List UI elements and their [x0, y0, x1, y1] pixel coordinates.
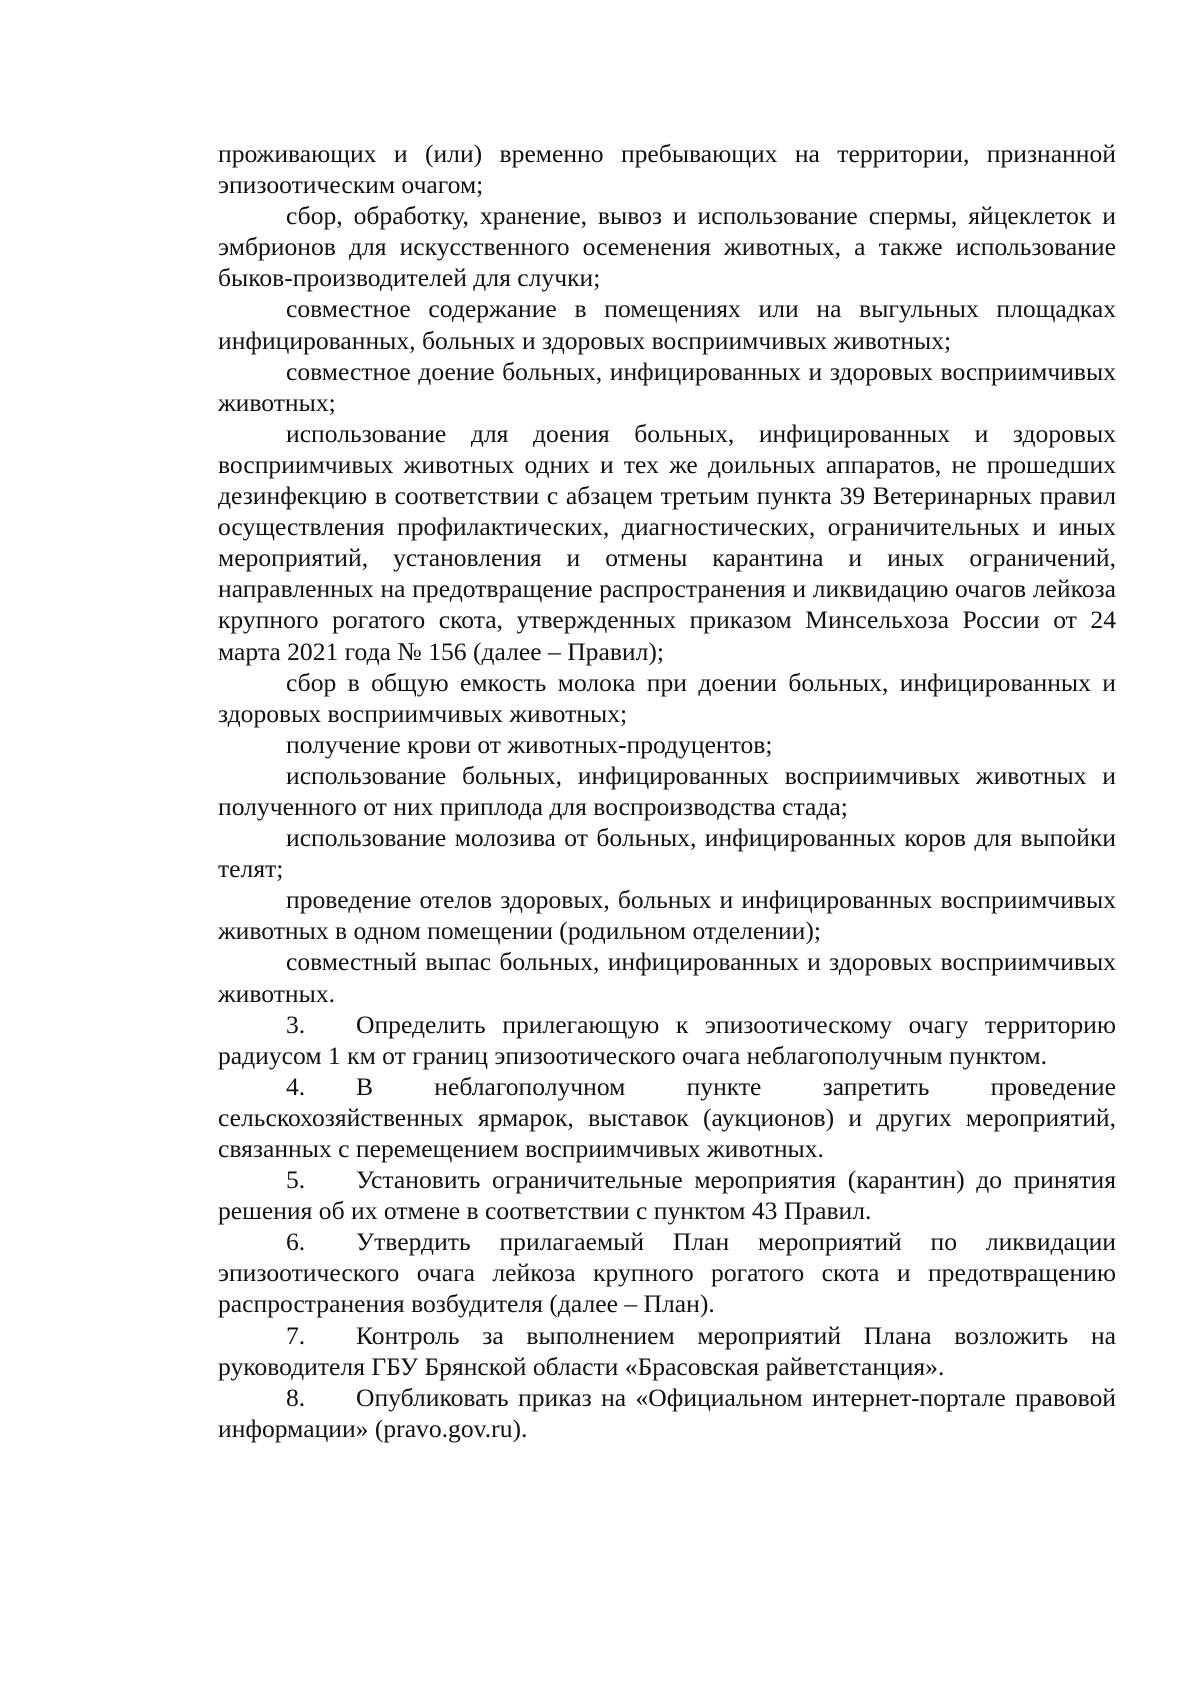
paragraph-text: использование молозива от больных, инфицированных коров для выпойки телят; — [218, 823, 1116, 884]
item-number: 8. — [286, 1382, 306, 1412]
list-item-grazing — [218, 946, 1116, 1008]
document-body — [218, 138, 1116, 1444]
paragraph-continuation — [218, 138, 1116, 200]
paragraph-text: совместное содержание в помещениях или на выгульных площадках инфицированных, больных и здоровых восприимчивых животных; — [218, 294, 1116, 355]
list-item-reproduction — [218, 760, 1116, 822]
paragraph-text: В неблагополучном пункте запретить проведение сельскохозяйственных ярмарок, выставок (аукционов) и других мероприятий, связанных с перемещением восприимчивых животных. — [218, 1071, 1116, 1163]
list-item-blood-collection — [218, 729, 1116, 760]
paragraph-text: Контроль за выполнением мероприятий Плана возложить на руководителя ГБУ Брянской области «Брасовская райветстанция». — [218, 1320, 1116, 1381]
paragraph-text: Опубликовать приказ на «Официальном интернет-портале правовой информации» (pravo.gov.ru). — [218, 1382, 1116, 1443]
paragraph-text: получение крови от животных-продуцентов; — [286, 729, 773, 759]
paragraph-text: совместный выпас больных, инфицированных и здоровых восприимчивых животных. — [218, 947, 1116, 1008]
numbered-item-7 — [218, 1320, 1116, 1382]
paragraph-text: использование больных, инфицированных восприимчивых животных и полученного от них приплода для воспроизводства стада; — [218, 760, 1116, 821]
paragraph-text: Установить ограничительные мероприятия (карантин) до принятия решения об их отмене в соответствии с пунктом 43 Правил. — [218, 1165, 1116, 1226]
list-item-semen-collection — [218, 200, 1116, 293]
list-item-joint-housing — [218, 293, 1116, 355]
paragraph-text: проживающих и (или) временно пребывающих на территории, признанной эпизоотическим очагом; — [218, 139, 1116, 200]
paragraph-text: совместное доение больных, инфицированных и здоровых восприимчивых животных; — [218, 356, 1116, 417]
numbered-item-3 — [218, 1009, 1116, 1071]
paragraph-text: сбор, обработку, хранение, вывоз и использование спермы, яйцеклеток и эмбрионов для искусственного осеменения животных, а также использование быков-производителей для случки; — [218, 201, 1116, 293]
list-item-calving — [218, 884, 1116, 946]
item-number: 6. — [286, 1227, 306, 1257]
list-item-joint-milking — [218, 356, 1116, 418]
paragraph-text: сбор в общую емкость молока при доении больных, инфицированных и здоровых восприимчивых животных; — [218, 667, 1116, 728]
numbered-item-4 — [218, 1071, 1116, 1164]
numbered-item-6 — [218, 1226, 1116, 1319]
item-number: 3. — [286, 1009, 306, 1039]
paragraph-text: проведение отелов здоровых, больных и инфицированных восприимчивых животных в одном помещении (родильном отделении); — [218, 885, 1116, 946]
paragraph-text: Утвердить прилагаемый План мероприятий по ликвидации эпизоотического очага лейкоза крупного рогатого скота и предотвращению распространения возбудителя (далее – План). — [218, 1227, 1116, 1319]
numbered-item-5 — [218, 1164, 1116, 1226]
list-item-milk-collection — [218, 667, 1116, 729]
item-number: 5. — [286, 1165, 306, 1195]
numbered-item-8 — [218, 1382, 1116, 1444]
item-number: 7. — [286, 1320, 306, 1350]
list-item-colostrum — [218, 822, 1116, 884]
item-number: 4. — [286, 1071, 306, 1101]
paragraph-text: Определить прилегающую к эпизоотическому очагу территорию радиусом 1 км от границ эпизоотического очага неблагополучным пунктом. — [218, 1009, 1116, 1070]
list-item-milking-apparatus — [218, 418, 1116, 667]
paragraph-text: использование для доения больных, инфицированных и здоровых восприимчивых животных одних и тех же доильных аппаратов, не прошедших дезинфекцию в соответствии с абзацем третьим пункта 39 Ветеринарных правил осуществления профилактических, диагностических, ограничительных и иных мероприятий, установления и отмены карантина и иных ограничений, направленных на предотвращение распространения и ликвидацию очагов лейкоза крупного рогатого скота, утвержденных приказом Минсельхоза России от 24 марта 2021 года № 156 (далее – Правил); — [218, 418, 1116, 666]
